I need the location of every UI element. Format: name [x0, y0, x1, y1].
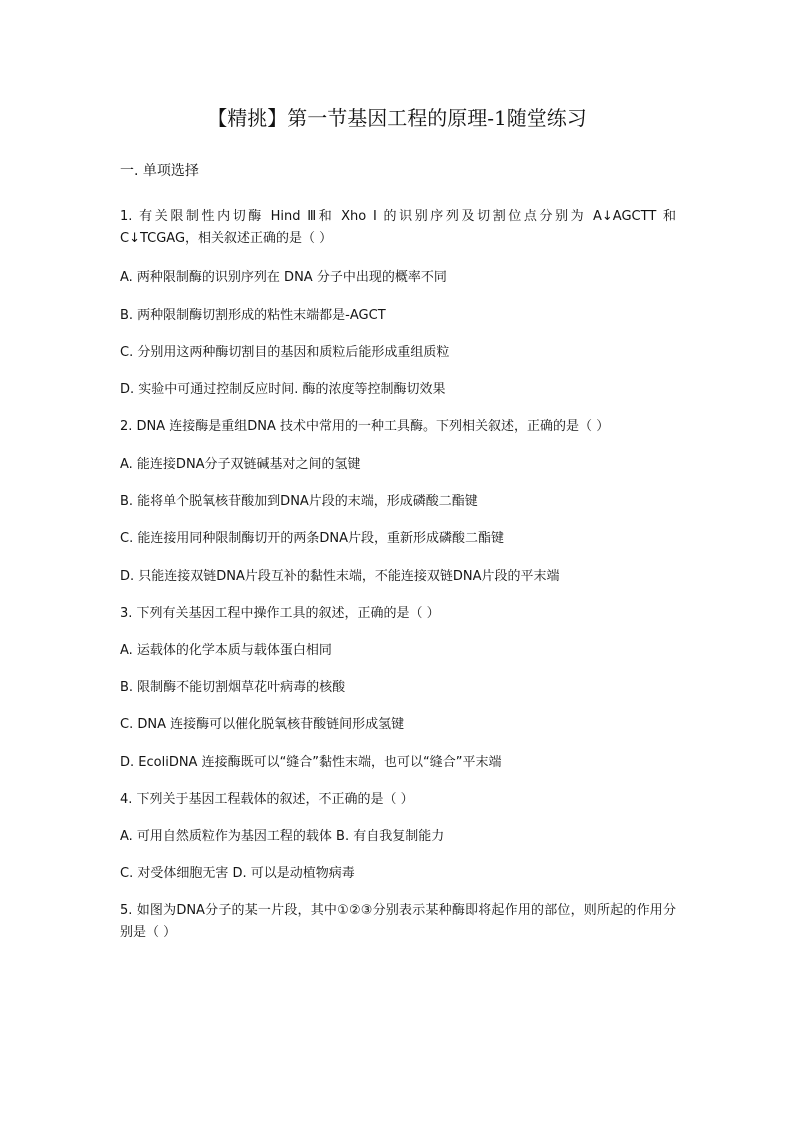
question-1-option-b: B. 两种限制酶切割形成的粘性末端都是-AGCT [120, 308, 386, 323]
question-1-option-c: C. 分别用这两种酶切割目的基因和质粒后能形成重组质粒 [120, 345, 450, 360]
question-3-option-b: B. 限制酶不能切割烟草花叶病毒的核酸 [120, 680, 346, 695]
question-5-stem: 5. 如图为DNA分子的某一片段，其中①②③分别表示某种酶即将起作用的部位，则所起的作用分别是（ ） [120, 903, 676, 940]
question-2-option-c: C. 能连接用同种限制酶切开的两条DNA片段，重新形成磷酸二酯键 [120, 531, 504, 546]
question-3-option-d: D. EcoliDNA 连接酶既可以“缝合”黏性末端，也可以“缝合”平末端 [120, 755, 502, 770]
document-title: 【精挑】第一节基因工程的原理-1随堂练习 [207, 106, 587, 130]
question-2-option-d: D. 只能连接双链DNA片段互补的黏性末端，不能连接双链DNA片段的平末端 [120, 569, 560, 584]
question-1-option-d: D. 实验中可通过控制反应时间. 酶的浓度等控制酶切效果 [120, 382, 446, 397]
question-4-option-cd: C. 对受体细胞无害 D. 可以是动植物病毒 [120, 866, 355, 881]
question-3-option-c: C. DNA 连接酶可以催化脱氧核苷酸链间形成氢键 [120, 717, 405, 732]
question-3-option-a: A. 运载体的化学本质与载体蛋白相同 [120, 643, 332, 658]
question-4-stem: 4. 下列关于基因工程载体的叙述，不正确的是（ ） [120, 792, 414, 807]
question-2-option-a: A. 能连接DNA分子双链碱基对之间的氢键 [120, 457, 361, 472]
question-3-stem: 3. 下列有关基因工程中操作工具的叙述，正确的是（ ） [120, 606, 440, 621]
question-2-stem: 2. DNA 连接酶是重组DNA 技术中常用的一种工具酶。下列相关叙述，正确的是（ ） [120, 419, 610, 434]
question-1-stem: 1. 有关限制性内切酶 Hind Ⅲ和 Xho I 的识别序列及切割位点分别为 A↓AGCTT 和 C↓TCGAG，相关叙述正确的是（ ） [120, 209, 676, 246]
question-1-option-a: A. 两种限制酶的识别序列在 DNA 分子中出现的概率不同 [120, 270, 447, 285]
section-heading: 一. 单项选择 [120, 163, 199, 179]
question-2-option-b: B. 能将单个脱氧核苷酸加到DNA片段的末端，形成磷酸二酯键 [120, 494, 478, 509]
question-4-option-ab: A. 可用自然质粒作为基因工程的载体 B. 有自我复制能力 [120, 829, 445, 844]
